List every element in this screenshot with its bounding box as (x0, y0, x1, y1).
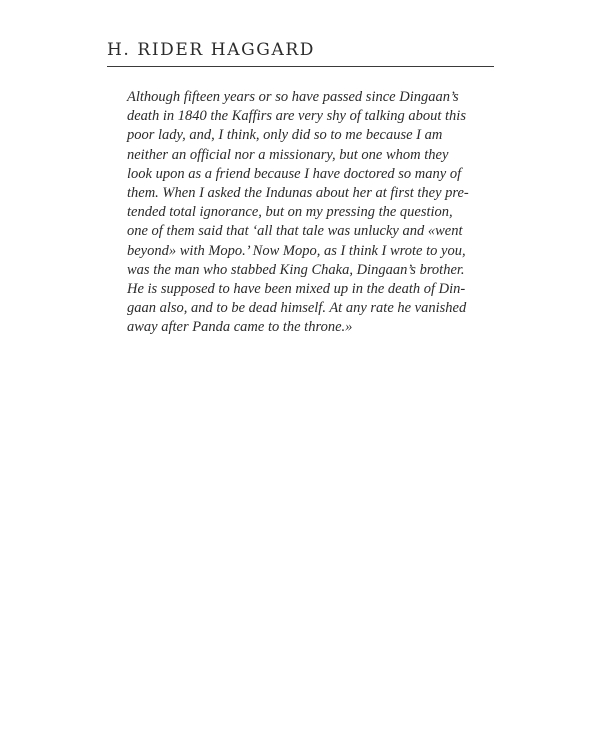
text-line: one of them said that ‘all that tale was unlucky and «went (127, 223, 463, 240)
body-paragraph (127, 88, 487, 338)
text-line: tended total ignorance, but on my pressing the question, (127, 204, 453, 221)
text-line: Although fifteen years or so have passed since Dingaan’s (127, 89, 459, 105)
running-header (107, 38, 494, 67)
text-line: death in 1840 the Kaffirs are very shy of talking about this (127, 108, 466, 125)
text-line: look upon as a friend because I have doctored so many of (127, 165, 462, 182)
text-line: was the man who stabbed King Chaka, Dingaan’s brother. (127, 261, 465, 278)
text-line: gaan also, and to be dead himself. At any rate he vanished (127, 300, 467, 317)
text-line: neither an official nor a missionary, but one whom they (127, 146, 449, 163)
text-line: them. When I asked the Indunas about her at first they pre- (127, 185, 469, 202)
text-line: He is supposed to have been mixed up in the death of Din- (127, 281, 466, 298)
text-line: away after Panda came to the throne.» (127, 319, 353, 336)
text-line: poor lady, and, I think, only did so to me because I am (127, 127, 443, 144)
author-name: H. RIDER HAGGARD (107, 40, 315, 60)
text-line: beyond» with Mopo.’ Now Mopo, as I think I wrote to you, (127, 242, 466, 259)
